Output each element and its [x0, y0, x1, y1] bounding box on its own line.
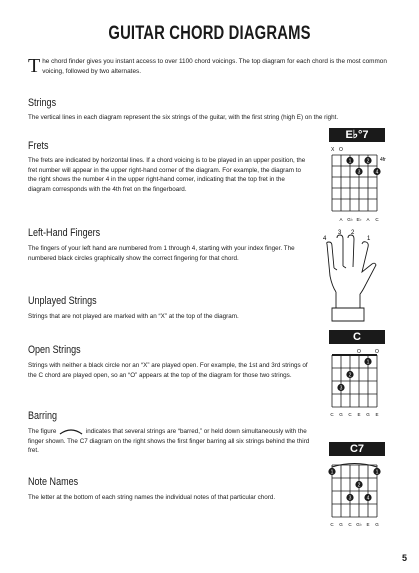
- section-body-strings: The vertical lines in each diagram represent the six strings of the guitar, with the first string (high E) on the right.: [28, 114, 339, 121]
- note-name: G♭: [356, 522, 362, 527]
- section-heading-fingers: Left-Hand Fingers: [28, 227, 101, 239]
- chord-name: C7: [329, 442, 385, 456]
- note-name: E: [375, 412, 379, 417]
- chord-grid: [325, 143, 387, 231]
- section-heading-frets: Frets: [28, 140, 49, 152]
- section-body-barring: [28, 427, 310, 456]
- note-name: E♭: [356, 217, 362, 222]
- section-body-notes: The letter at the bottom of each string names the individual notes of that particular chord.: [28, 494, 276, 501]
- finger-number: 2: [357, 482, 361, 489]
- finger-number: 2: [348, 372, 352, 379]
- left-hand-illustration: [318, 226, 380, 336]
- finger-number: 4: [366, 495, 370, 502]
- finger-number: 2: [366, 158, 370, 165]
- finger-number: 3: [339, 385, 343, 392]
- note-name: C: [375, 217, 379, 222]
- top-mark: O: [339, 147, 343, 153]
- section-heading-notes: Note Names: [28, 476, 79, 488]
- page-number: 5: [401, 553, 407, 563]
- section-heading-unplayed: Unplayed Strings: [28, 295, 97, 307]
- note-name: G: [366, 412, 370, 417]
- note-name: E: [357, 412, 361, 417]
- finger-label: 3: [338, 230, 342, 236]
- chord-name: C: [329, 330, 385, 344]
- section-body-open: Strings with neither a black circle nor an “X” are played open. For example, the 1st and 3rd strings of the C chord are played open, so an “O” appears at the top of the diagram for those two strings.: [28, 362, 308, 379]
- chord-diagram-edim7: [325, 128, 387, 231]
- finger-number: 1: [330, 469, 334, 476]
- finger-number: 1: [375, 469, 379, 476]
- barring-text-post: indicates that several strings are “barred,” or held down simultaneously with the finger shown. The C7 diagram on the right shows the first finger barring all six strings behind the third fret.: [28, 428, 310, 454]
- chord-name: E♭°7: [329, 128, 385, 142]
- finger-label: 1: [367, 236, 371, 242]
- section-heading-open: Open Strings: [28, 344, 81, 356]
- note-name: C: [348, 522, 352, 527]
- finger-number: 1: [366, 359, 370, 366]
- page-title: GUITAR CHORD DIAGRAMS: [108, 23, 311, 44]
- fret-number: 4fr: [380, 157, 386, 163]
- note-name: A: [339, 217, 343, 222]
- finger-number: 3: [348, 495, 352, 502]
- section-heading-barring: Barring: [28, 410, 58, 422]
- chord-grid: [325, 345, 387, 423]
- note-name: A: [366, 217, 370, 222]
- top-mark: X: [331, 147, 335, 153]
- finger-label: 2: [351, 230, 355, 236]
- section-body-unplayed: Strings that are not played are marked with an “X” at the top of the diagram.: [28, 313, 239, 320]
- finger-number: 4: [375, 169, 379, 176]
- section-body-frets: The frets are indicated by horizontal lines. If a chord voicing is to be played in an upper position, the fret number will appear in the upper right-hand corner of the diagram. For example, the diagram to the right shows the number 4 in the upper right-hand corner, indicating that the top fret in the diagram corresponds with the 4th fret on the fingerboard.: [28, 157, 306, 193]
- barring-text-pre: The figure: [28, 428, 57, 435]
- top-mark: O: [375, 349, 379, 355]
- finger-number: 3: [357, 169, 361, 176]
- note-name: E: [366, 522, 370, 527]
- barring-arc-icon: [58, 427, 84, 435]
- top-mark: O: [357, 349, 361, 355]
- note-name: C: [330, 412, 334, 417]
- intro-text: he chord finder gives you instant access to over 1100 chord voicings. The top diagram for each chord is the most common voicing, followed by two alternates.: [42, 58, 387, 75]
- drop-cap: T: [28, 55, 41, 77]
- note-name: G: [339, 412, 343, 417]
- note-name: C: [348, 412, 352, 417]
- note-name: G: [339, 522, 343, 527]
- chord-diagram-c7: [325, 442, 387, 532]
- note-name: C: [330, 522, 334, 527]
- finger-number: 1: [348, 158, 352, 165]
- note-name: G♭: [347, 217, 353, 222]
- section-body-fingers: The fingers of your left hand are numbered from 1 through 4, starting with your index finger. The numbered black circles graphically show the correct fingering for that chord.: [28, 245, 295, 262]
- chord-grid: [325, 457, 387, 535]
- section-heading-strings: Strings: [28, 97, 57, 109]
- chord-diagram-c: [325, 330, 387, 420]
- note-name: G: [375, 522, 379, 527]
- finger-label: 4: [323, 236, 327, 242]
- intro-paragraph: [28, 57, 393, 76]
